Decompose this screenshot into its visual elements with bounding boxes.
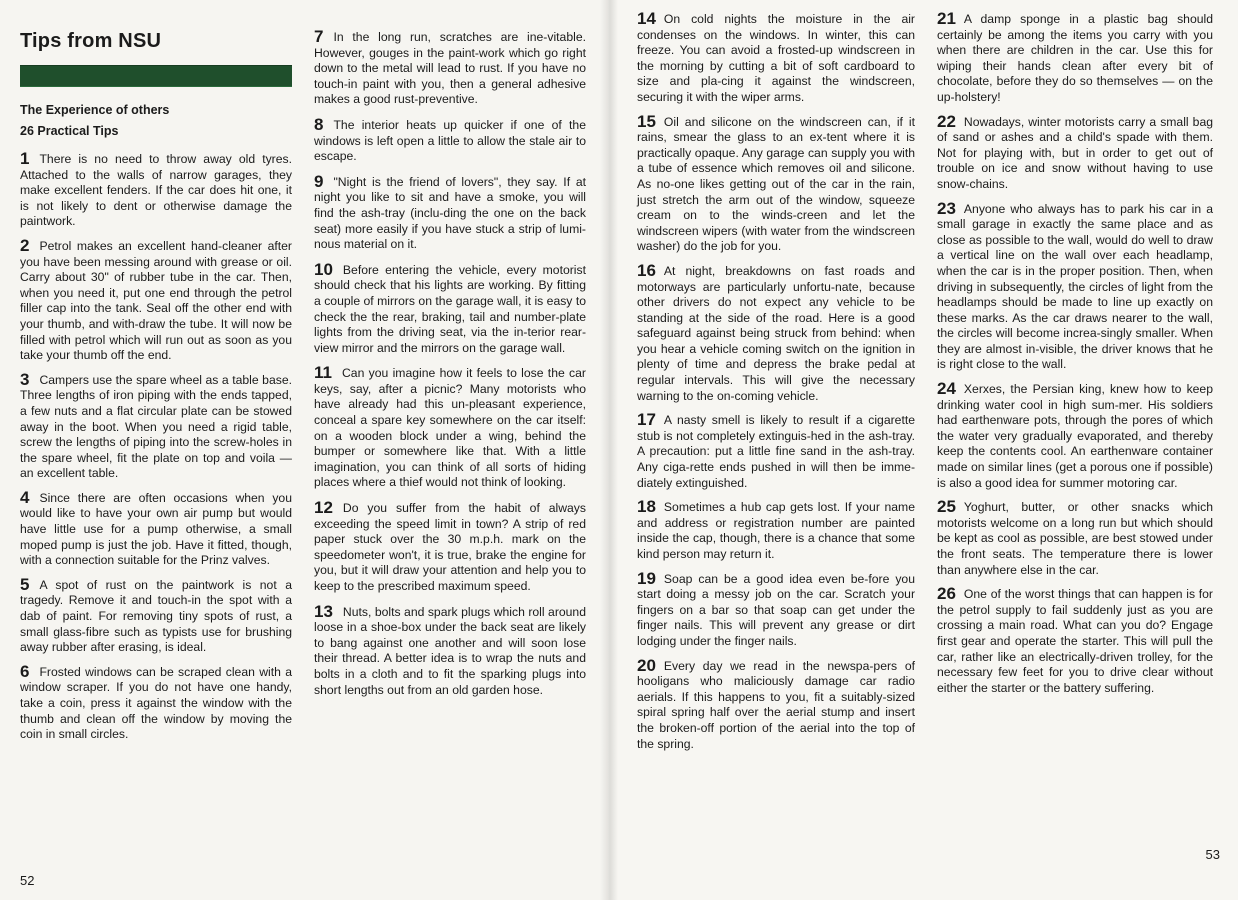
tip-21 [937,9,1213,106]
left-column-1 [20,30,292,890]
tip-text: The interior heats up quicker if one of the windows is left open a little to allow the stale air to escape. [314,117,586,164]
tip-number: 19 [637,568,656,588]
right-column-2 [937,9,1213,872]
page-title: Tips from NSU [20,30,162,52]
tip-number: 4 [20,487,30,507]
tip-text: Anyone who always has to park his car in a small garage in exactly the same place and as close as possible to the wall, would do well to draw a vertical line on the wall over each headlamp, when the car is in the proper position. Then, when driving in subsequently, the circles of light from the headlamps should be made to line up exactly on these marks. As the car draws nearer to the wall, the circles will become increa-singly smaller. When they are almost in-visible, the driver knows that he is right close to the wall. [937,201,1213,372]
tip-text: On cold nights the moisture in the air condenses on the windows. In winter, this can freeze. You can avoid a frosted-up windscreen in the morning by cutting a bit of soft cardboard to size and pla-cing it against the windscreen, securing it with the wiper arms. [637,12,915,104]
tip-number: 2 [20,235,30,255]
tip-text: Soap can be a good idea even be-fore you start doing a messy job on the car. Scratch your fingers on a bar so that soap can get under the finger nails. This will prevent any grease or dirt lodging under the finger nails. [637,571,915,648]
tip-text: Nowadays, winter motorists carry a small bag of sand or ashes and a child's spade with them. Not for playing with, but in order to get out of trouble on ice and snow without having to use snow-chains. [937,114,1213,191]
tip-text: Nuts, bolts and spark plugs which roll around loose in a shoe-box under the back seat are likely to bang against one another and will soon lose their thread. A better idea is to wrap the nuts and bolts in a cloth and to fit the sparking plugs into short lengths out from an old garden hose. [314,604,586,697]
tip-number: 26 [937,584,956,604]
tip-17 [637,410,915,491]
tip-text: Can you imagine how it feels to lose the car keys, say, after a picnic? Many motorists who have already had this un-pleasant experience, conceal a spare key somewhere on the car itself: on a wooden block under a wing, behind the bumper or somewhere like that. With a little imagination, you can think of all sorts of hiding places where a thief would not think of looking. [314,366,586,490]
left-column-2 [314,27,586,890]
tip-9 [314,171,586,253]
tip-19 [637,568,915,650]
tip-text: Frosted windows can be scraped clean with a window scraper. If you do not have one handy, take a coin, press it against the window with the thumb and clean off the window by moving the coin in small circles. [20,664,292,742]
tip-number: 24 [937,379,956,399]
tip-text: A damp sponge in a plastic bag should certainly be among the items you carry with you when there are children in the car. Use this for wiping their hands clean after every bit of chocolate, before they do so themselves — on the up-holstery! [937,12,1213,104]
tip-number: 23 [937,198,956,218]
subtitle: The Experience of others [20,103,170,117]
tip-text: Sometimes a hub cap gets lost. If your name and address or registration number are painted inside the cap, though, there is a chance that some kind person may return it. [637,500,915,561]
left-page-columns [20,27,597,890]
tip-8 [314,114,586,165]
tip-text: Petrol makes an excellent hand-cleaner after you have been messing around with grease or oil. Carry about 30" of rubber tube in the car. Then, when you need it, put one end through the petrol filler cap into the tank. Seal off the other end with your thumb, and with-draw the tube. It will now be filled with petrol which will run out as soon as you take your thumb off the end. [20,238,292,363]
tip-20 [637,655,915,753]
tip-15 [637,111,915,255]
tip-number: 6 [20,661,30,681]
tip-7 [314,27,586,108]
tip-11 [314,363,586,491]
right-column-1 [637,9,915,872]
tip-number: 14 [637,9,656,28]
tip-text: Do you suffer from the habit of always exceeding the speed limit in town? A strip of red paper stuck over the 30 m.p.h. mark on the speedometer won't, it is true, brake the engine for you, but it will draw your attention and help you to keep to the prescribed maximum speed. [314,501,586,593]
tip-5 [20,574,292,656]
tip-number: 8 [314,114,324,134]
tip-1 [20,149,292,230]
tip-number: 10 [314,259,333,279]
tip-text: Xerxes, the Persian king, knew how to keep drinking water cool in high sum-mer. His soldiers had earthenware pots, through the pores of which the water very gradually evaporated, and thereby keep the contents cool. An earthenware container made on similar lines (get a porous one if possible) is also a good idea for summer motoring car. [937,382,1213,490]
tip-number: 21 [937,9,956,28]
tip-text: A nasty smell is likely to result if a cigarette stub is not completely extinguis-hed in the ash-tray. A precaution: put a little fine sand in the ash-tray. Any ciga-rette ends pushed in will then be imme-diately extinguished. [637,413,915,490]
tip-text: Before entering the vehicle, every motorist should check that his lights are working. By fitting a couple of mirrors on the garage wall, it is easy to check the the rear, braking, tail and number-plate lights from the driving seat, via the in-terior rear-view mirror and the mirrors on the garage wall. [314,262,586,355]
tip-number: 13 [314,601,333,621]
title-bar [20,65,292,87]
page-number-left: 52 [20,873,35,888]
tip-text: There is no need to throw away old tyres. Attached to the walls of narrow garages, they make excellent fenders. If the car does hit one, it is not likely to dent or otherwise damage the paintwork. [20,152,292,229]
tip-18 [637,497,915,562]
tip-text: Every day we read in the newspa-pers of hooligans who maliciously damage car radio aerials. If this happens to you, fit a suitably-sized spiral spring half over the aerial stump and insert the broken-off portion of the aerial into the top of the spring. [637,658,915,751]
tip-13 [314,601,586,699]
tip-number: 17 [637,410,656,430]
tip-25 [937,497,1213,578]
tip-text: A spot of rust on the paintwork is not a tragedy. Remove it and touch-in the spot with a dab of paint. For removing tiny spots of rust, a small glass-fibre such as typists use for brushing away rubber after erasing, is ideal. [20,577,292,655]
tip-text: At night, breakdowns on fast roads and motorways are particularly unfortu-nate, because other drivers do not expect any vehicle to be standing at the side of the road. Here is a good safeguard against being struck from behind: when you hear a vehicle coming switch on the ignition in plenty of time and depress the brake pedal at regular intervals. This will give the necessary warning to the on-coming vehicle. [637,263,915,403]
tip-23 [937,198,1213,374]
tip-number: 18 [637,497,656,517]
tip-text: "Night is the friend of lovers", they say. If at night you like to sit and have a smoke, you will find the ash-tray (inclu-ding the one on the back seat) more easily if you have stuck a strip of lumi-nous material on it. [314,174,586,252]
tip-number: 7 [314,27,324,46]
page-number-right: 53 [1205,847,1220,862]
book-gutter [600,0,618,900]
tip-3 [20,369,292,482]
left-page [0,0,609,900]
tip-text: One of the worst things that can happen is for the petrol supply to fail suddenly just as you are crossing a main road. What can you do? Engage first gear and operate the starter. This will pull the car, rather like an electrically-driven trolley, for the necessary few feet for you to drive clear without either the starter or the battery suffering. [937,587,1213,695]
tip-text: Campers use the spare wheel as a table base. Three lengths of iron piping with the ends tapped, a few nuts and a flat circular plate can be stowed away in the boot. When you need a rigid table, screw the lengths of piping into the screw-holes in the spare wheel, fit the plate on top and voila — an excellent table. [20,372,292,481]
subtitle-count: 26 Practical Tips [20,124,119,138]
right-page-columns [637,9,1220,872]
tip-number: 3 [20,369,30,389]
tip-number: 22 [937,111,956,131]
tip-4 [20,487,292,569]
tip-number: 20 [637,655,656,675]
tip-22 [937,111,1213,193]
tip-2 [20,235,292,364]
tip-number: 11 [314,363,332,383]
tip-24 [937,379,1213,491]
tip-number: 25 [937,497,956,517]
tip-text: Since there are often occasions when you would like to have your own air pump but would have little use for a pump otherwise, a small moped pump is just the job. Have it fitted, though, with a connection suitable for the Prinz valves. [20,490,292,568]
tip-number: 16 [637,260,656,280]
tip-14 [637,9,915,106]
tip-number: 15 [637,111,656,131]
tip-6 [20,661,292,743]
tip-number: 12 [314,498,333,518]
right-page [609,0,1238,900]
tip-12 [314,498,586,595]
tip-text: In the long run, scratches are ine-vitable. However, gouges in the paint-work which go right down to the metal will lead to rust. If you have no touch-in paint with you, then a general adhesive makes a good rust-preventive. [314,30,586,107]
tip-26 [937,584,1213,696]
tip-16 [637,260,915,404]
tip-number: 9 [314,171,324,191]
tip-text: Oil and silicone on the windscreen can, if it rains, smear the glass to an ex-tent where it is practically opaque. Any garage can supply you with a tube of essence which removes oil and silicone. As no-one likes getting out of the car in the rain, just stretch the arm out of the window, squeeze cream on to the winds-creen and let the windscreen wipers (with water from the windscreen washer) do the job for you. [637,114,915,254]
tip-number: 1 [20,149,30,168]
tip-number: 5 [20,574,30,594]
tip-text: Yoghurt, butter, or other snacks which motorists welcome on a long run but which should be kept as cool as possible, are best stowed under the front seats. The temperature there is lower than anywhere else in the car. [937,500,1213,577]
tip-10 [314,259,586,357]
